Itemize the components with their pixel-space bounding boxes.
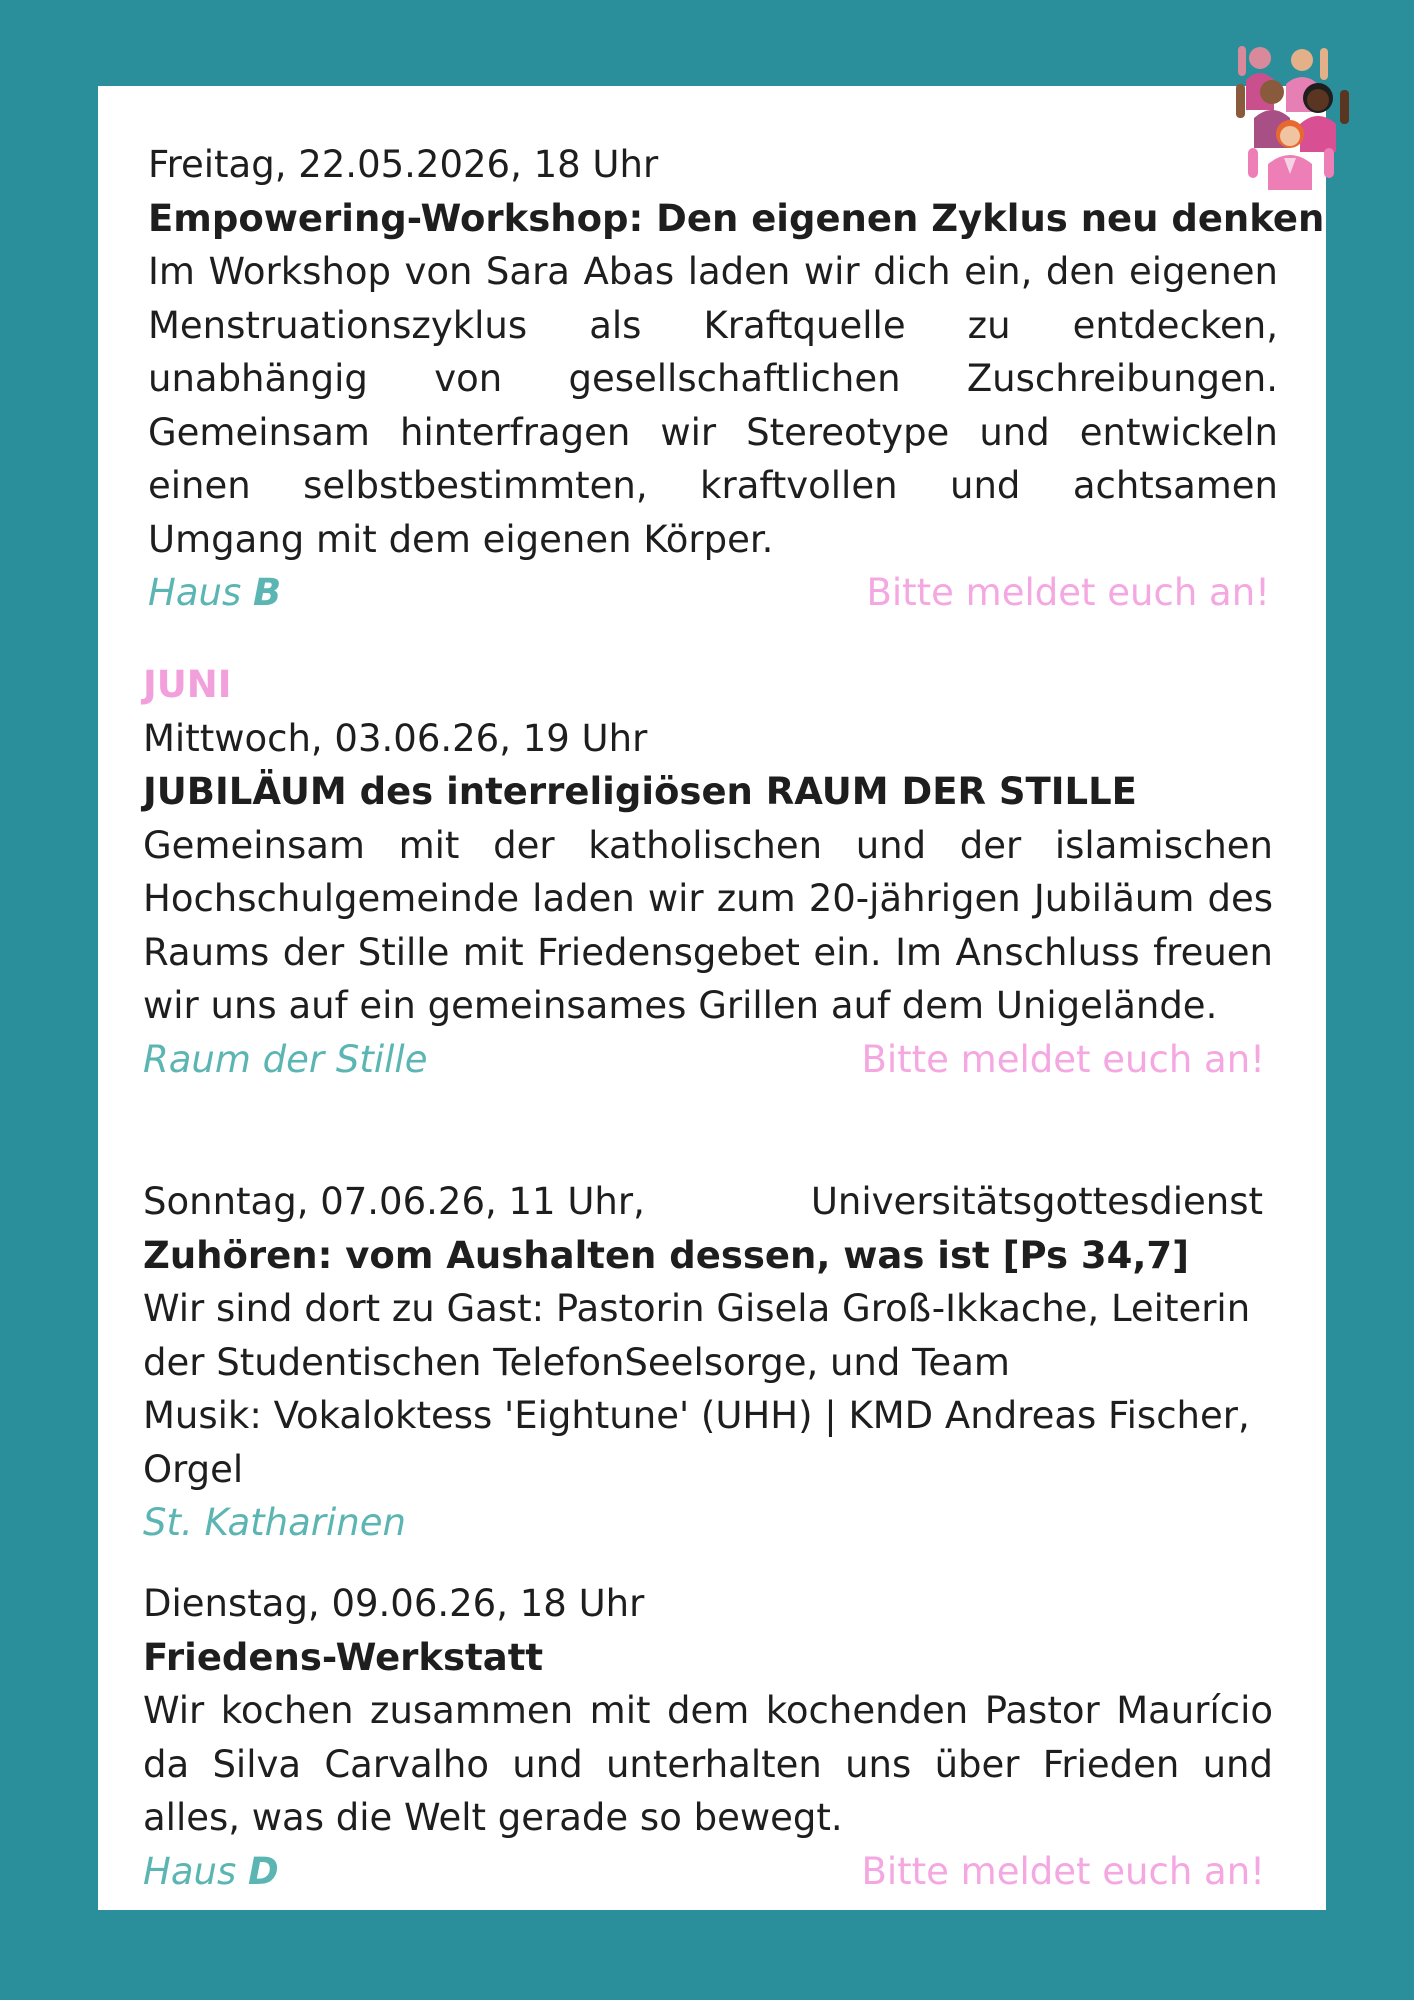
event-description: Wir kochen zusammen mit dem kochenden Pastor Maurício da Silva Carvalho und unterhalten uns über Frieden und alles, was die Welt gerade so bewegt. [143,1689,1273,1839]
event-location: St. Katharinen [143,1501,406,1544]
event-type: Universitätsgottesdienst [810,1180,1263,1223]
event-title: Empowering-Workshop: Den eigenen Zyklus neu denken [148,196,1325,240]
event-title: Friedens-Werkstatt [143,1635,544,1679]
event-guests: Wir sind dort zu Gast: Pastorin Gisela Groß-Ikkache, Leiterin der Studentischen TelefonSeelsorge, und Team [143,1287,1251,1384]
event-date: Sonntag, 07.06.26, 11 Uhr, [143,1180,645,1223]
event-title: JUBILÄUM des interreligiösen RAUM DER STILLE [143,770,1137,813]
registration-note: Bitte meldet euch an! [861,1849,1265,1893]
registration-note: Bitte meldet euch an! [861,1037,1265,1081]
event-empowering-workshop [148,138,1325,620]
event-music: Musik: Vokaloktess 'Eightune' (UHH) | KMD Andreas Fischer, Orgel [143,1394,1250,1491]
event-title: Zuhören: vom Aushalten dessen, was ist [Ps 34,7] [143,1233,1190,1277]
event-date: Dienstag, 09.06.26, 18 Uhr [143,1582,645,1625]
event-description: Im Workshop von Sara Abas laden wir dich ein, den eigenen Menstruationszyklus als Kraftquelle zu entdecken, unabhängig von gesellschaftlichen Zuschreibungen. Gemeinsam hinterfragen wir Stereotype und entwickeln einen selbstbestimmten, kraftvollen und achtsamen Umgang mit dem eigenen Körper. [148,250,1278,561]
event-location: Haus B [148,571,282,614]
event-description: Gemeinsam mit der katholischen und der islamischen Hochschulgemeinde laden wir zum 20-jährigen Jubiläum des Raums der Stille mit Friedensgebet ein. Im Anschluss freuen wir uns auf ein gemeinsames Grillen auf dem Unigelände. [143,823,1273,1027]
event-universitaetsgottesdienst [143,1175,1273,1550]
event-date: Freitag, 22.05.2026, 18 Uhr [148,143,659,186]
month-heading: JUNI [143,663,232,706]
registration-note: Bitte meldet euch an! [866,571,1270,614]
event-location: Haus D [143,1849,279,1893]
event-date: Mittwoch, 03.06.26, 19 Uhr [143,716,648,760]
event-jubilaeum [143,658,1273,1086]
event-location: Raum der Stille [143,1037,428,1081]
event-friedens-werkstatt [143,1577,1273,1898]
